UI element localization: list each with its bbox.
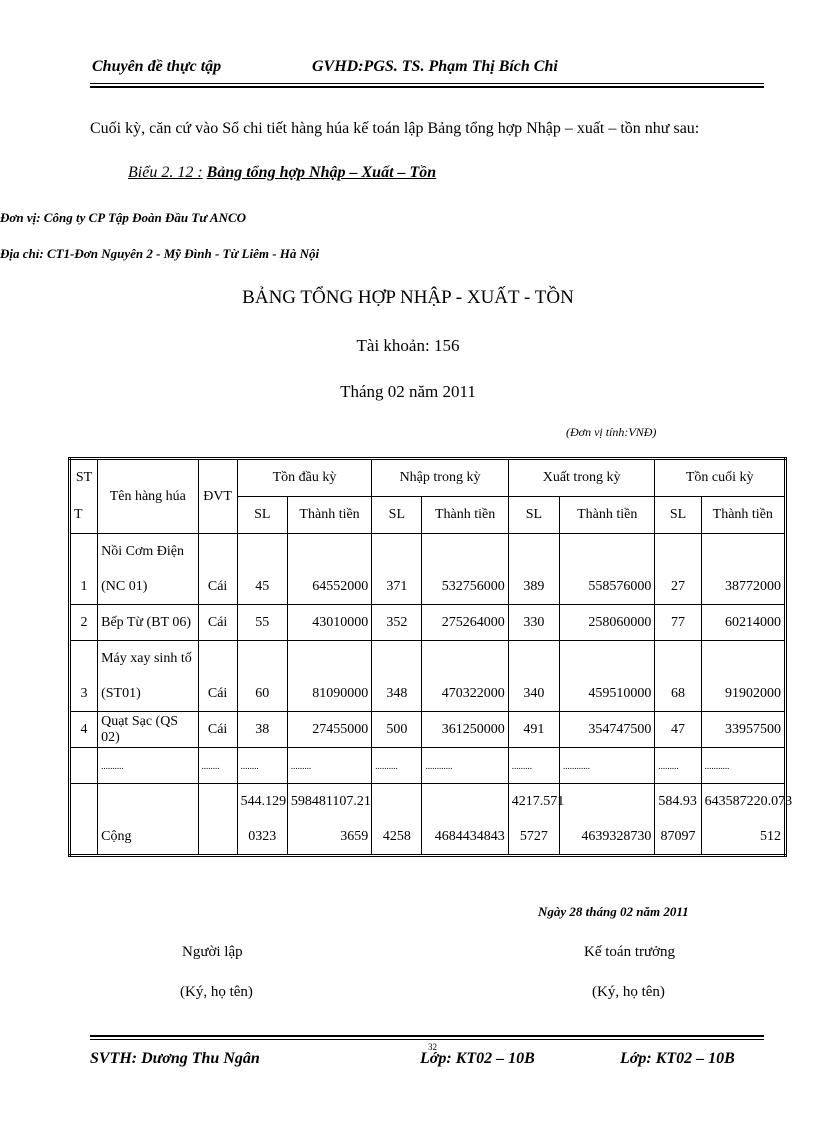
total-out-sl-cont: 5727 bbox=[508, 819, 559, 856]
intro-text: Cuối kỳ, căn cứ vào Sổ chi tiết hàng húa kế toán lập Bảng tổng hợp Nhập – xuất – tồn như sau: bbox=[90, 120, 700, 137]
close-sl: 77 bbox=[655, 605, 701, 641]
table-row bbox=[70, 605, 786, 641]
item-name: Nồi Cơm Điện bbox=[98, 534, 198, 570]
accountant-title: Kế toán trưởng bbox=[584, 944, 676, 960]
out-sl: 389 bbox=[508, 569, 559, 605]
close-amount: 33957500 bbox=[701, 712, 785, 748]
ellipsis: ......... bbox=[508, 748, 559, 784]
total-close-sl: 584.93 bbox=[655, 784, 701, 820]
total-in-sl: 4258 bbox=[372, 819, 422, 856]
header-rule-thick bbox=[90, 86, 764, 88]
total-in-amount: 4684434843 bbox=[422, 819, 508, 856]
in-sl: 352 bbox=[372, 605, 422, 641]
item-dvt: Cái bbox=[198, 676, 237, 712]
in-amount: 275264000 bbox=[422, 605, 508, 641]
footer-rule bbox=[90, 1039, 764, 1040]
total-close-amount-cont: 512 bbox=[701, 819, 785, 856]
total-close-amount: 643587220.073 bbox=[701, 784, 785, 820]
ellipsis-row bbox=[70, 748, 786, 784]
figure-caption bbox=[128, 164, 436, 182]
close-amount: 60214000 bbox=[701, 605, 785, 641]
out-sl: 340 bbox=[508, 676, 559, 712]
total-label: Cộng bbox=[98, 819, 198, 856]
company-unit: Đơn vị: Công ty CP Tập Đoàn Đầu Tư ANCO bbox=[0, 210, 247, 225]
in-sl: 371 bbox=[372, 569, 422, 605]
table-row bbox=[70, 712, 786, 748]
sl-header: SL bbox=[508, 497, 559, 534]
total-out-sl: 4217.571 bbox=[508, 784, 559, 820]
ellipsis: ............ bbox=[422, 748, 508, 784]
out-amount: 459510000 bbox=[560, 676, 655, 712]
report-account: Tài khoản: 156 bbox=[356, 336, 460, 355]
figure-label: Biểu 2. 12 : bbox=[128, 164, 203, 181]
out-sl: 491 bbox=[508, 712, 559, 748]
close-sl: 27 bbox=[655, 569, 701, 605]
in-sl: 348 bbox=[372, 676, 422, 712]
header-row bbox=[70, 459, 786, 497]
open-sl: 60 bbox=[237, 676, 287, 712]
total-row bbox=[70, 784, 786, 820]
total-close-sl-cont: 87097 bbox=[655, 819, 701, 856]
in-amount: 470322000 bbox=[422, 676, 508, 712]
total-row bbox=[70, 819, 786, 856]
amount-header: Thành tiền bbox=[287, 497, 371, 534]
close-amount: 91902000 bbox=[701, 676, 785, 712]
footer-student: SVTH: Dương Thu Ngân bbox=[90, 1050, 260, 1067]
item-dvt: Cái bbox=[198, 712, 237, 748]
ellipsis: ............ bbox=[560, 748, 655, 784]
figure-title: Bảng tổng hợp Nhập – Xuất – Tồn bbox=[206, 164, 437, 181]
header-advisor: GVHD:PGS. TS. Phạm Thị Bích Chi bbox=[312, 58, 558, 75]
open-amount: 27455000 bbox=[287, 712, 371, 748]
total-open-amount-cont: 3659 bbox=[287, 819, 371, 856]
accountant-sign: (Ký, họ tên) bbox=[592, 984, 665, 1000]
sl-header: SL bbox=[237, 497, 287, 534]
item-name: Máy xay sinh tố bbox=[98, 641, 198, 677]
currency-note: (Đơn vị tính:VNĐ) bbox=[566, 425, 657, 439]
out-amount: 354747500 bbox=[560, 712, 655, 748]
footer-rule-thick bbox=[90, 1035, 764, 1037]
item-stt: 4 bbox=[70, 712, 98, 748]
close-amount: 38772000 bbox=[701, 569, 785, 605]
stt-header: ST bbox=[70, 459, 98, 497]
in-sl: 500 bbox=[372, 712, 422, 748]
out-amount: 258060000 bbox=[560, 605, 655, 641]
total-open-amount: 598481107.21 bbox=[287, 784, 371, 820]
group-header-in: Nhập trong kỳ bbox=[372, 459, 509, 497]
preparer-title: Người lập bbox=[182, 944, 243, 960]
amount-header: Thành tiền bbox=[560, 497, 655, 534]
group-header-out: Xuất trong kỳ bbox=[508, 459, 655, 497]
open-amount: 43010000 bbox=[287, 605, 371, 641]
ellipsis: ........... bbox=[701, 748, 785, 784]
table-row bbox=[70, 569, 786, 605]
item-stt: 3 bbox=[70, 676, 98, 712]
out-sl: 330 bbox=[508, 605, 559, 641]
total-open-sl: 544.129 bbox=[237, 784, 287, 820]
item-stt: 1 bbox=[70, 569, 98, 605]
item-stt: 2 bbox=[70, 605, 98, 641]
total-open-sl-cont: 0323 bbox=[237, 819, 287, 856]
open-sl: 38 bbox=[237, 712, 287, 748]
out-amount: 558576000 bbox=[560, 569, 655, 605]
table-row bbox=[70, 534, 786, 570]
sl-header: SL bbox=[655, 497, 701, 534]
open-sl: 55 bbox=[237, 605, 287, 641]
ellipsis: ......... bbox=[655, 748, 701, 784]
header-topic: Chuyên đề thực tập bbox=[92, 58, 222, 75]
ellipsis: ........ bbox=[198, 748, 237, 784]
footer-class-right: Lớp: KT02 – 10B bbox=[620, 1050, 735, 1067]
open-amount: 64552000 bbox=[287, 569, 371, 605]
in-amount: 361250000 bbox=[422, 712, 508, 748]
ellipsis: ........ bbox=[237, 748, 287, 784]
ellipsis: .......... bbox=[98, 748, 198, 784]
close-sl: 68 bbox=[655, 676, 701, 712]
close-sl: 47 bbox=[655, 712, 701, 748]
page-number: 32 bbox=[428, 1042, 437, 1052]
item-dvt: Cái bbox=[198, 569, 237, 605]
open-sl: 45 bbox=[237, 569, 287, 605]
dvt-header: ĐVT bbox=[198, 459, 237, 534]
inventory-table bbox=[68, 457, 793, 857]
open-amount: 81090000 bbox=[287, 676, 371, 712]
amount-header: Thành tiền bbox=[701, 497, 785, 534]
name-header: Tên hàng húa bbox=[98, 459, 198, 534]
preparer-sign: (Ký, họ tên) bbox=[180, 984, 253, 1000]
ellipsis: ......... bbox=[287, 748, 371, 784]
item-dvt: Cái bbox=[198, 605, 237, 641]
header-rule bbox=[90, 83, 764, 84]
table-row bbox=[70, 676, 786, 712]
stt-header-2: T bbox=[70, 497, 98, 534]
amount-header: Thành tiền bbox=[422, 497, 508, 534]
total-out-amount: 4639328730 bbox=[560, 819, 655, 856]
item-code: (ST01) bbox=[98, 676, 198, 712]
group-header-closing: Tồn cuối kỳ bbox=[655, 459, 786, 497]
item-name: Bếp Từ (BT 06) bbox=[98, 605, 198, 641]
group-header-opening: Tồn đầu kỳ bbox=[237, 459, 372, 497]
sign-date: Ngày 28 tháng 02 năm 2011 bbox=[538, 904, 689, 919]
sl-header: SL bbox=[372, 497, 422, 534]
footer-class: Lớp: KT02 – 10B bbox=[420, 1050, 535, 1067]
company-address: Địa chỉ: CT1-Đơn Nguyên 2 - Mỹ Đình - Từ Liêm - Hà Nội bbox=[0, 246, 320, 261]
ellipsis: .......... bbox=[372, 748, 422, 784]
item-name: Quạt Sạc (QS 02) bbox=[98, 712, 198, 748]
report-title: BẢNG TỔNG HỢP NHẬP - XUẤT - TỒN bbox=[242, 287, 574, 308]
item-code: (NC 01) bbox=[98, 569, 198, 605]
report-month: Tháng 02 năm 2011 bbox=[340, 382, 476, 401]
table-row bbox=[70, 641, 786, 677]
in-amount: 532756000 bbox=[422, 569, 508, 605]
